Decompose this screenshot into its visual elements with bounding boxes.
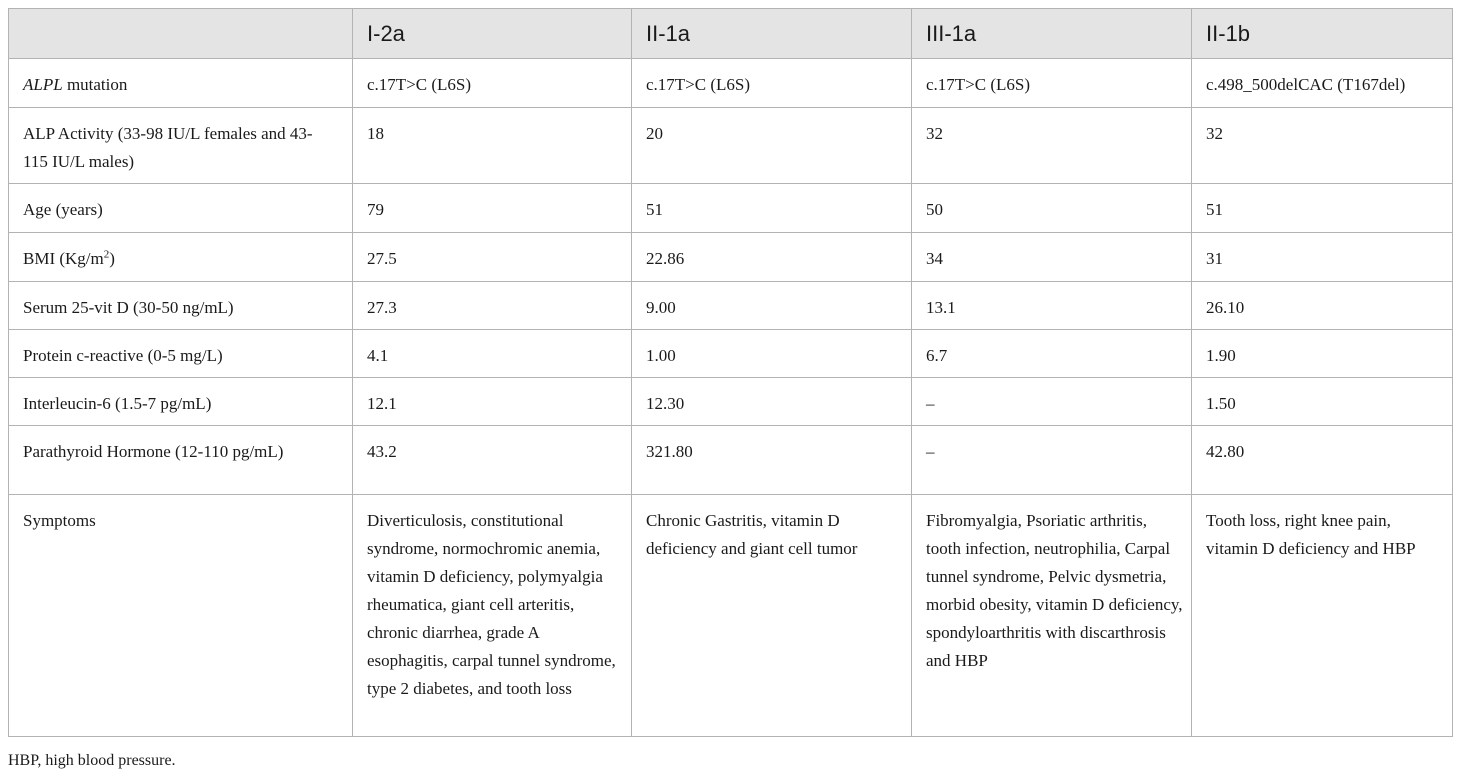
table-cell: c.498_500delCAC (T167del): [1192, 59, 1453, 108]
table-row: [9, 233, 1453, 282]
table-row: [9, 59, 1453, 108]
table-header-row: [9, 9, 1453, 59]
table-row: [9, 330, 1453, 378]
header-cell-ii-1a: II-1a: [632, 9, 912, 59]
row-label-age: Age (years): [9, 184, 353, 233]
header-cell-iii-1a: III-1a: [912, 9, 1192, 59]
alpl-label-rest: mutation: [62, 75, 128, 94]
table-cell: –: [912, 426, 1192, 495]
table-row: [9, 184, 1453, 233]
row-label-parathyroid-hormone: Parathyroid Hormone (12-110 pg/mL): [9, 426, 353, 495]
table-row: [9, 426, 1453, 495]
bmi-label-close: ): [109, 249, 115, 268]
table-cell: 22.86: [632, 233, 912, 282]
table-cell: Diverticulosis, constitutional syndrome, normochromic anemia, vitamin D deficiency, polymyalgia rheumatica, giant cell arteritis, chronic diarrhea, grade A esophagitis, carpal tunnel syndrome, type 2 diabetes, and tooth loss: [353, 495, 632, 737]
table-cell: 34: [912, 233, 1192, 282]
row-label-bmi: [9, 233, 353, 282]
table-cell: 26.10: [1192, 282, 1453, 330]
table-cell: 42.80: [1192, 426, 1453, 495]
table-cell: 9.00: [632, 282, 912, 330]
table-cell: Chronic Gastritis, vitamin D deficiency and giant cell tumor: [632, 495, 912, 737]
row-label-interleucin-6: Interleucin-6 (1.5-7 pg/mL): [9, 378, 353, 426]
table-cell: 51: [1192, 184, 1453, 233]
table-cell: c.17T>C (L6S): [632, 59, 912, 108]
row-label-protein-c-reactive: Protein c-reactive (0-5 mg/L): [9, 330, 353, 378]
bmi-label-superscript: 2: [103, 248, 110, 261]
row-label-symptoms: Symptoms: [9, 495, 353, 737]
table-cell: 12.30: [632, 378, 912, 426]
patient-data-table: [8, 8, 1453, 737]
table-row: [9, 495, 1453, 737]
table-cell: 32: [912, 108, 1192, 184]
table-row: [9, 378, 1453, 426]
table-cell: c.17T>C (L6S): [353, 59, 632, 108]
table-cell: 43.2: [353, 426, 632, 495]
table-cell: 6.7: [912, 330, 1192, 378]
table-cell: 79: [353, 184, 632, 233]
table-cell: 27.3: [353, 282, 632, 330]
table-cell: 31: [1192, 233, 1453, 282]
table-cell: 50: [912, 184, 1192, 233]
alpl-gene-name: ALPL: [23, 75, 63, 94]
table-cell: 32: [1192, 108, 1453, 184]
bmi-label-text: BMI (Kg/m: [23, 249, 104, 268]
table-cell: 51: [632, 184, 912, 233]
row-label-alpl-mutation: [9, 59, 353, 108]
header-cell-i-2a: I-2a: [353, 9, 632, 59]
table-cell: Fibromyalgia, Psoriatic arthritis, tooth infection, neutrophilia, Carpal tunnel syndrome, Pelvic dysmetria, morbid obesity, vitamin D deficiency, spondyloarthritis with discarthrosis and HBP: [912, 495, 1192, 737]
table-cell: 4.1: [353, 330, 632, 378]
table-cell: Tooth loss, right knee pain, vitamin D deficiency and HBP: [1192, 495, 1453, 737]
table-cell: 13.1: [912, 282, 1192, 330]
table-cell: 1.50: [1192, 378, 1453, 426]
table-container: [8, 8, 1452, 737]
table-cell: 1.90: [1192, 330, 1453, 378]
header-cell-empty: [9, 9, 353, 59]
table-cell: 27.5: [353, 233, 632, 282]
header-cell-ii-1b: II-1b: [1192, 9, 1453, 59]
table-cell: 321.80: [632, 426, 912, 495]
table-cell: 1.00: [632, 330, 912, 378]
table-footnote: HBP, high blood pressure.: [8, 752, 176, 769]
table-cell: 20: [632, 108, 912, 184]
table-cell: 18: [353, 108, 632, 184]
row-label-serum-vit-d: Serum 25-vit D (30-50 ng/mL): [9, 282, 353, 330]
table-cell: 12.1: [353, 378, 632, 426]
table-row: [9, 282, 1453, 330]
table-cell: –: [912, 378, 1192, 426]
table-row: [9, 108, 1453, 184]
row-label-alp-activity: ALP Activity (33-98 IU/L females and 43-115 IU/L males): [9, 108, 353, 184]
table-cell: c.17T>C (L6S): [912, 59, 1192, 108]
